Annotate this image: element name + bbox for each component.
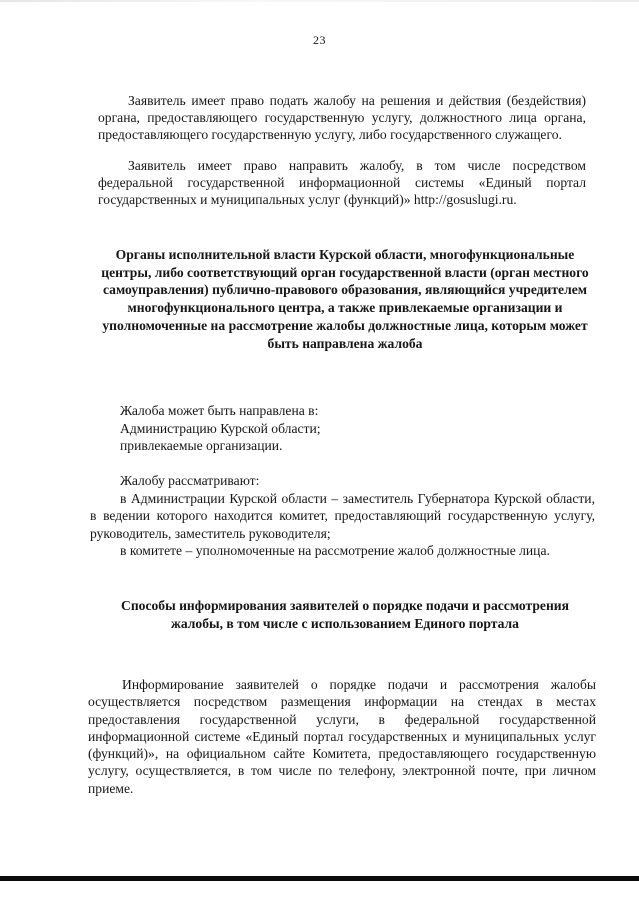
review-intro: Жалобу рассматривают: [120, 473, 260, 488]
section-heading-informing: Способы информирования заявителей о порядке подачи и рассмотрения жалобы, в том числе с использованием Единого портала [121, 598, 569, 631]
review-item-committee: в комитете – уполномоченные на рассмотрение жалоб должностные лица. [120, 543, 550, 558]
section-heading-authorities: Органы исполнительной власти Курской области, многофункциональные центры, либо соответствующий орган государственной власти (орган местного самоуправления) публично-правового образования, являющийся учредителем многофункционального центра, а также привлекаемые организации и уполномоченные на рассмотрение жалобы должностные лица, которым может быть направлена жалоба [101, 247, 589, 351]
complaint-to-item: привлекаемые организации. [120, 438, 283, 453]
paragraph-right-to-send-via-portal: Заявитель имеет право направить жалобу, в том числе посредством федеральной государственной информационной системы «Единый портал государственных и муниципальных услуг (функций)» http://gosuslugi.ru. [98, 158, 586, 207]
paragraph-informing: Информирование заявителей о порядке подачи и рассмотрения жалобы осуществляется посредством размещения информации на стендах в местах предоставления государственной услуги, в федеральной государственной информационной системе «Единый портал государственных и муниципальных услуг (функций)», на официальном сайте Комитета, предоставляющего государственную услугу, осуществляется, в том числе по телефону, электронной почте, при личном приеме. [88, 677, 596, 796]
complaint-to-item: Администрацию Курской области; [120, 421, 321, 436]
complaint-to-intro: Жалоба может быть направлена в: [120, 403, 319, 418]
paragraph-right-to-complain: Заявитель имеет право подать жалобу на решения и действия (бездействия) органа, предоставляющего государственную услугу, должностного лица органа, предоставляющего государственную услугу, либо государственного служащего. [98, 93, 586, 142]
review-item-administration: в Администрации Курской области – заместитель Губернатора Курской области, в ведении которого находится комитет, предоставляющий государственную услугу, руководитель, заместитель руководителя; [90, 491, 595, 541]
bottom-rule [0, 876, 639, 881]
scan-edge [0, 0, 639, 2]
page-number: 23 [313, 33, 326, 47]
